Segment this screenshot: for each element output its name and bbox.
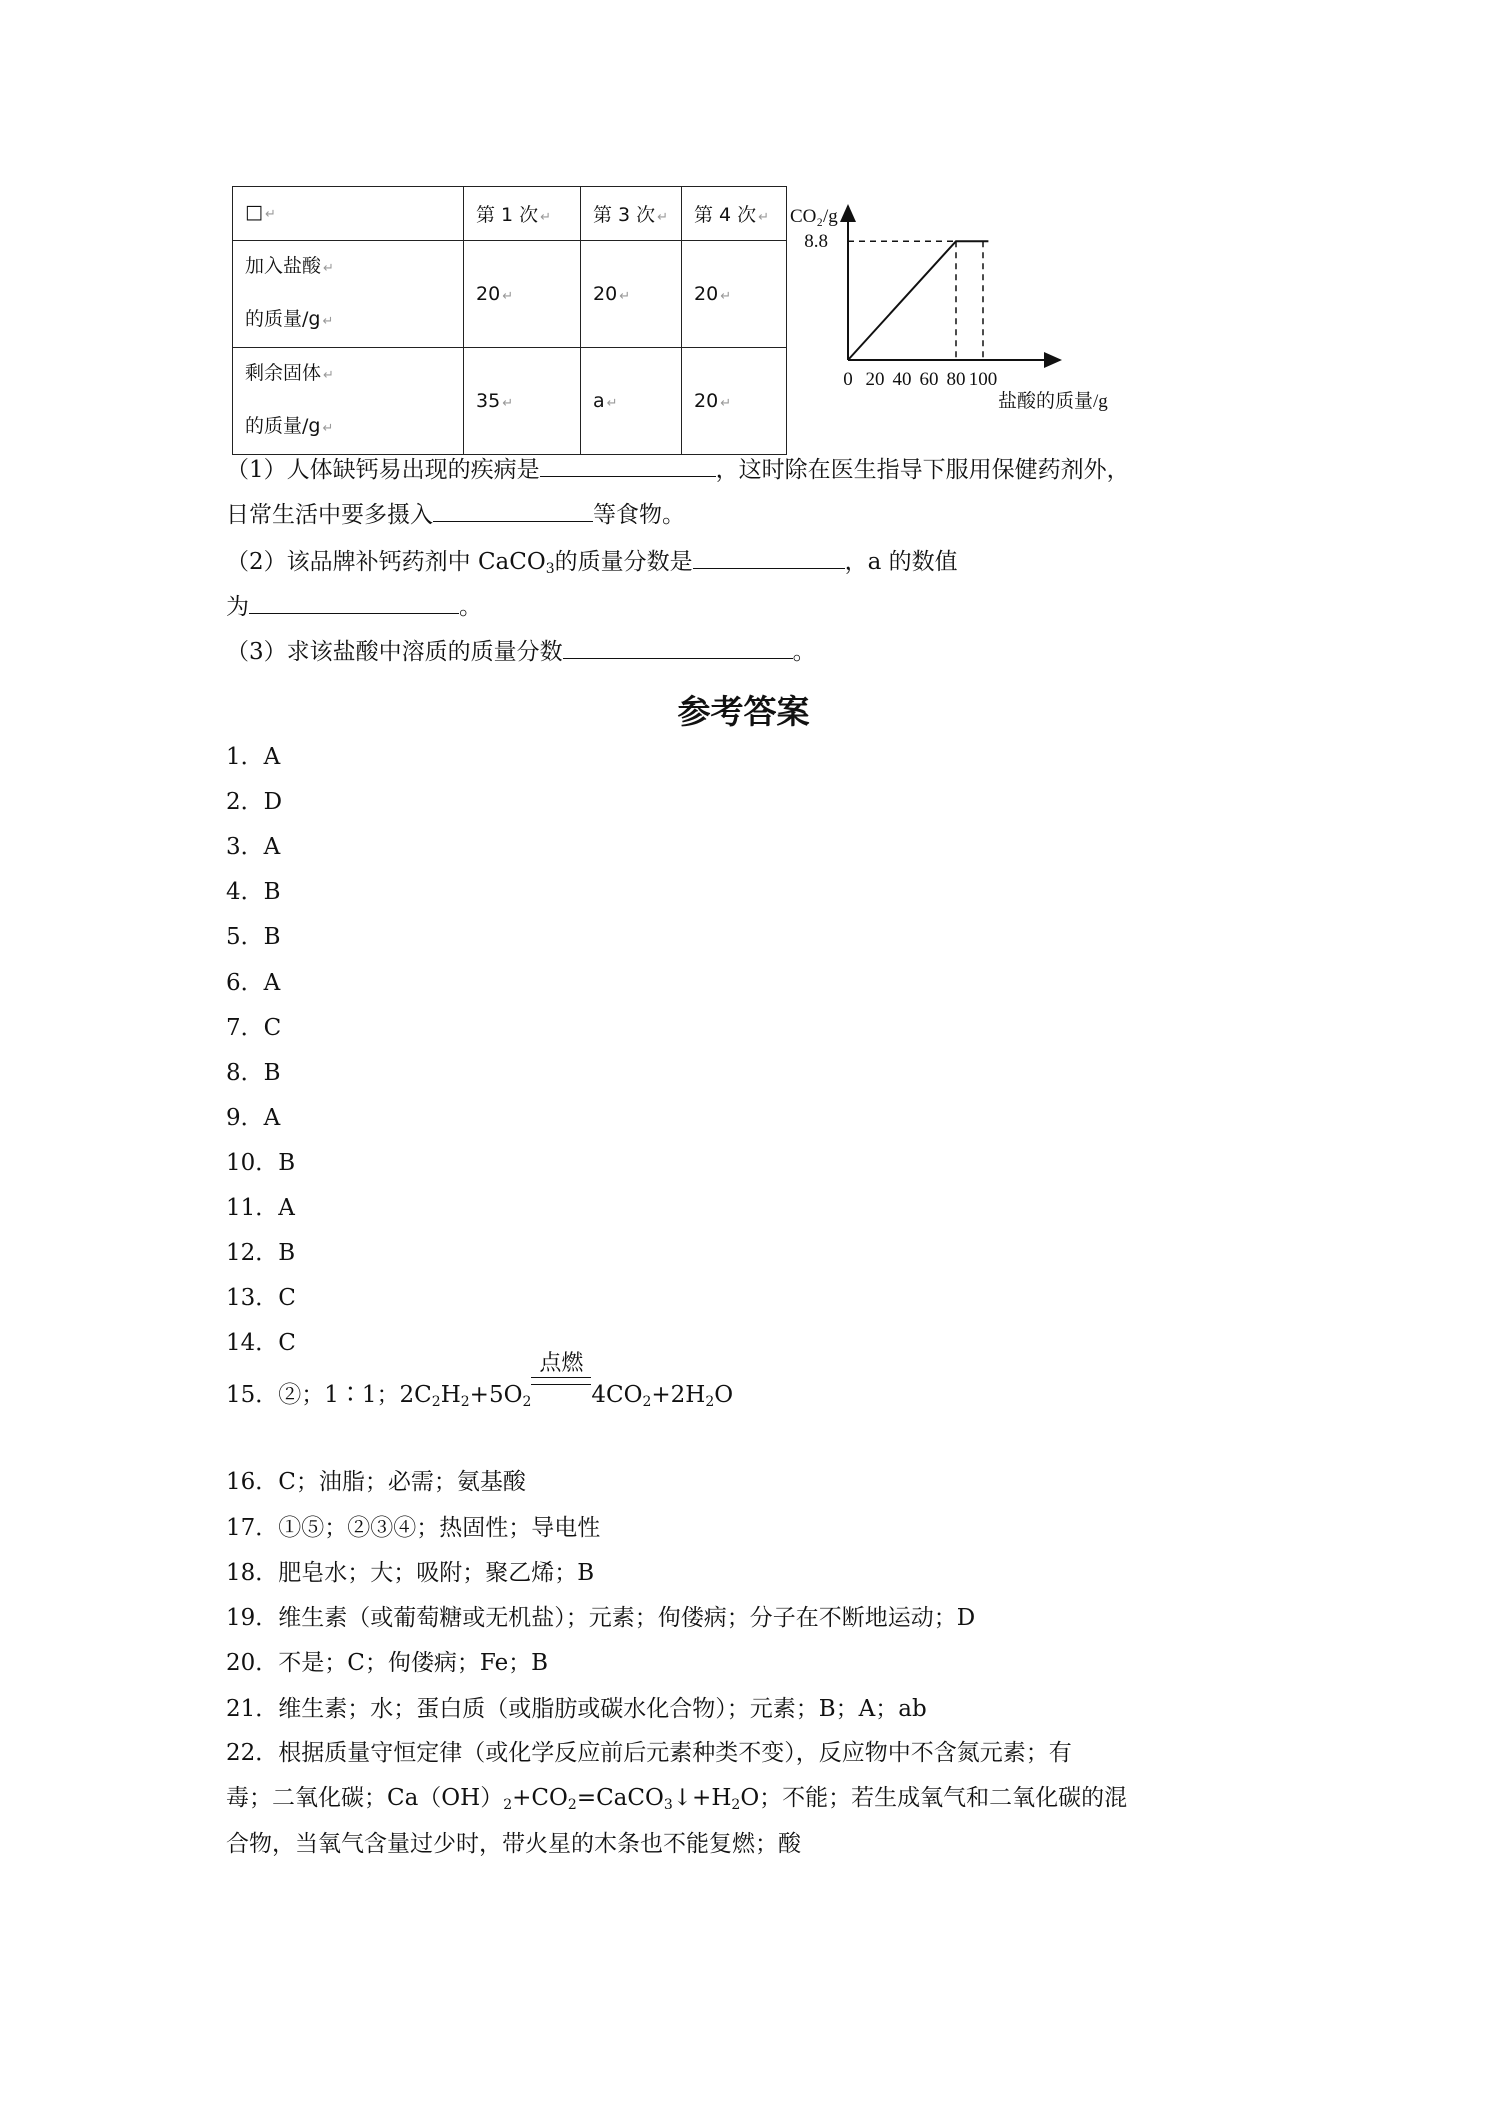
answer-item: 14．C bbox=[226, 1330, 296, 1357]
answer-blank[interactable] bbox=[249, 589, 459, 614]
table-cell: 35 ↵ bbox=[464, 348, 581, 455]
question-1-line-1: （1）人体缺钙易出现的疾病是 ，这时除在医生指导下服用保健药剂外， bbox=[226, 452, 1130, 485]
answer-item: 12．B bbox=[226, 1240, 296, 1267]
answer-item: 7．C bbox=[226, 1014, 282, 1041]
answer-item: 10．B bbox=[226, 1149, 296, 1176]
table-header-cell: 第 1 次 ↵ bbox=[464, 187, 581, 241]
table-row-label: 加入盐酸 ↵ 的质量/g ↵ bbox=[233, 241, 464, 348]
answer-18: 18．肥皂水；大；吸附；聚乙烯；B bbox=[226, 1560, 595, 1586]
answer-blank[interactable] bbox=[433, 497, 593, 522]
y-tick-label: 8.8 bbox=[804, 231, 828, 253]
y-axis-label: CO₂/g bbox=[790, 206, 838, 227]
answer-item: 4．B bbox=[226, 879, 281, 906]
answer-item: 5．B bbox=[226, 924, 281, 951]
table-cell: 20 ↵ bbox=[682, 348, 787, 455]
x-tick-label: 40 bbox=[892, 369, 912, 390]
answer-item: 6．A bbox=[226, 969, 281, 996]
answer-item: 2．D bbox=[226, 789, 283, 816]
question-1-line-2: 日常生活中要多摄入 等食物。 bbox=[226, 497, 685, 530]
answer-22-line-3: 合物，当氧气含量过少时，带火星的木条也不能复燃；酸 bbox=[226, 1831, 801, 1857]
answer-item: 11．A bbox=[226, 1195, 295, 1221]
answer-item: 8．B bbox=[226, 1059, 281, 1086]
answer-blank[interactable] bbox=[563, 634, 793, 659]
answer-item: 3．A bbox=[226, 834, 281, 861]
x-tick-label: 80 bbox=[946, 369, 966, 390]
answer-21: 21．维生素；水；蛋白质（或脂肪或碳水化合物）；元素；B；A；ab bbox=[226, 1696, 927, 1722]
table-cell: 20 ↵ bbox=[464, 241, 581, 348]
answer-item: 9．A bbox=[226, 1104, 281, 1131]
answer-item: 1．A bbox=[226, 744, 281, 770]
data-table bbox=[232, 186, 787, 455]
answer-22-line-2: 毒；二氧化碳；$Ca(OH)_2+CO_2=CaCO_3↓+H_2O$；不能；若生成氧气和二氧化碳的混 bbox=[226, 1785, 1128, 1813]
reaction-condition: 点燃 bbox=[531, 1382, 591, 1408]
table-row-label: 剩余固体 ↵ 的质量/g ↵ bbox=[233, 348, 464, 455]
table-cell: 20 ↵ bbox=[682, 241, 787, 348]
table-cell: 20 ↵ bbox=[581, 241, 682, 348]
answer-15: 15．②；1∶1；$2C_2H_2+5O_2$ 点燃 $4CO_2+2H_2O$ bbox=[226, 1351, 734, 1410]
answer-20: 20．不是；C；佝偻病；Fe；B bbox=[226, 1650, 549, 1676]
x-tick-label: 60 bbox=[919, 369, 939, 390]
question-3-line: （3）求该盐酸中溶质的质量分数 。 bbox=[226, 634, 816, 667]
series-line bbox=[848, 241, 988, 360]
question-2-line-2: 为 。 bbox=[226, 589, 482, 622]
table-cell: a ↵ bbox=[581, 348, 682, 455]
table-header-cell: □ ↵ bbox=[233, 187, 464, 241]
table-header-cell: 第 4 次 ↵ bbox=[682, 187, 787, 241]
answers-title: 参考答案 bbox=[677, 692, 810, 731]
answer-16: 16．C；油脂；必需；氨基酸 bbox=[226, 1469, 526, 1495]
x-tick-label: 0 bbox=[843, 369, 853, 390]
answer-item: 13．C bbox=[226, 1285, 296, 1312]
co2-chart bbox=[790, 200, 1120, 425]
answer-22-line-1: 22．根据质量守恒定律（或化学反应前后元素种类不变），反应物中不含氮元素；有 bbox=[226, 1740, 1072, 1766]
x-axis-label: 盐酸的质量/g bbox=[998, 391, 1108, 412]
question-2-line-1: （2）该品牌补钙药剂中 CaCO$_3$的质量分数是 ，a 的数值 bbox=[226, 544, 958, 577]
answer-17: 17．①⑤；②③④；热固性；导电性 bbox=[226, 1515, 601, 1541]
table-header-cell: 第 3 次 ↵ bbox=[581, 187, 682, 241]
x-tick-label: 100 bbox=[968, 369, 998, 390]
answer-blank[interactable] bbox=[693, 544, 845, 569]
answer-blank[interactable] bbox=[540, 452, 716, 477]
x-tick-label: 20 bbox=[865, 369, 885, 390]
answer-19: 19．维生素（或葡萄糖或无机盐）；元素；佝偻病；分子在不断地运动；D bbox=[226, 1605, 976, 1631]
